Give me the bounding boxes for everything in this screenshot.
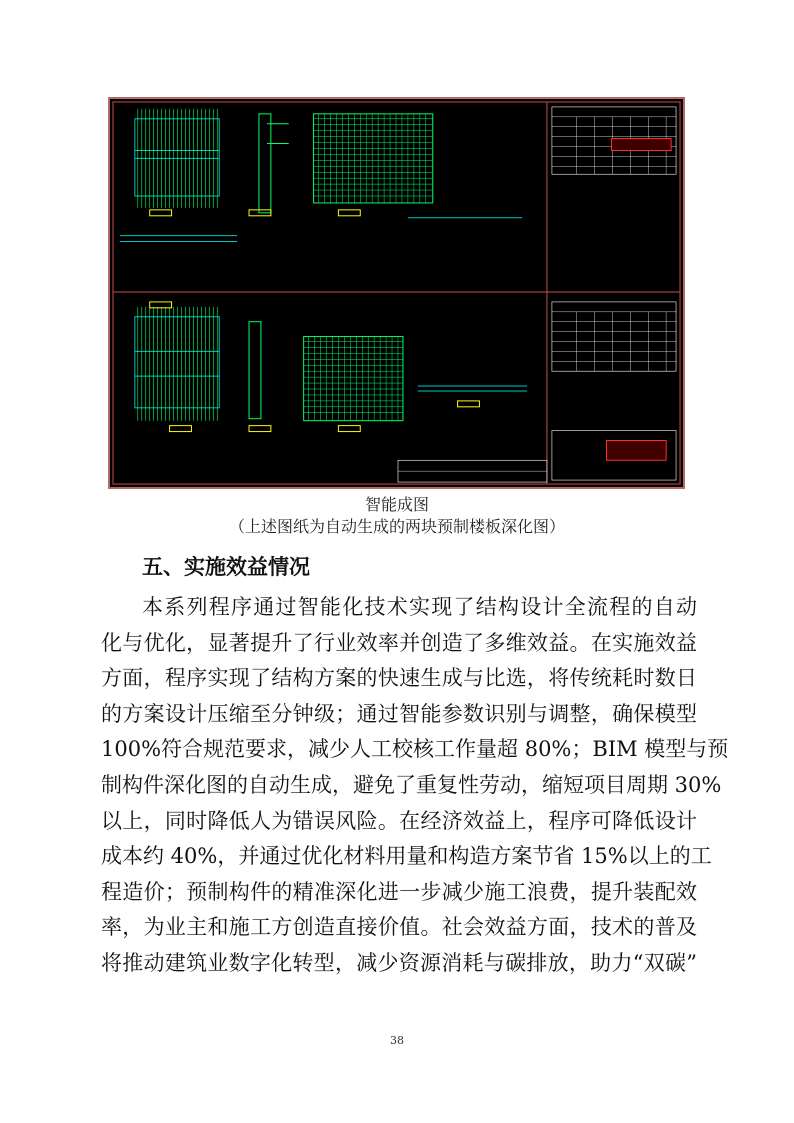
paragraph-line: 以上，同时降低人为错误风险。在经济效益上，程序可降低设计 [101,808,697,833]
paragraph-line: 本系列程序通过智能化技术实现了结构设计全流程的自动 [142,595,697,619]
paragraph-line: 化与优化，显著提升了行业效率并创造了多维效益。在实施效益 [101,630,697,655]
paragraph-line: 程造价；预制构件的精准深化进一步减少施工浪费，提升装配效 [101,879,697,904]
paragraph-line: 率，为业主和施工方创造直接价值。社会效益方面，技术的普及 [101,915,697,940]
cad-drawing [110,99,683,487]
paragraph-line: 成本约 40%，并通过优化材料用量和构造方案节省 15%以上的工 [101,844,712,869]
paragraph-line: 100%符合规范要求，减少人工校核工作量超 80%；BIM 模型与预 [101,737,729,762]
paragraph-line: 将推动建筑业数字化转型，减少资源消耗与碳排放，助力“双碳” [101,950,697,975]
body-paragraph [101,590,729,982]
figure-caption-title: 智能成图 [364,495,429,514]
page-number: 38 [390,1034,404,1047]
cad-drawing-figure [108,97,685,489]
paragraph-line: 的方案设计压缩至分钟级；通过智能参数识别与调整，确保模型 [101,701,697,726]
section-heading: 五、实施效益情况 [142,555,310,579]
paragraph-line: 方面，程序实现了结构方案的快速生成与比选，将传统耗时数日 [101,666,697,691]
figure-caption-subtitle: （上述图纸为自动生成的两块预制楼板深化图） [228,517,565,536]
paragraph-line: 制构件深化图的自动生成，避免了重复性劳动，缩短项目周期 30% [101,772,722,797]
